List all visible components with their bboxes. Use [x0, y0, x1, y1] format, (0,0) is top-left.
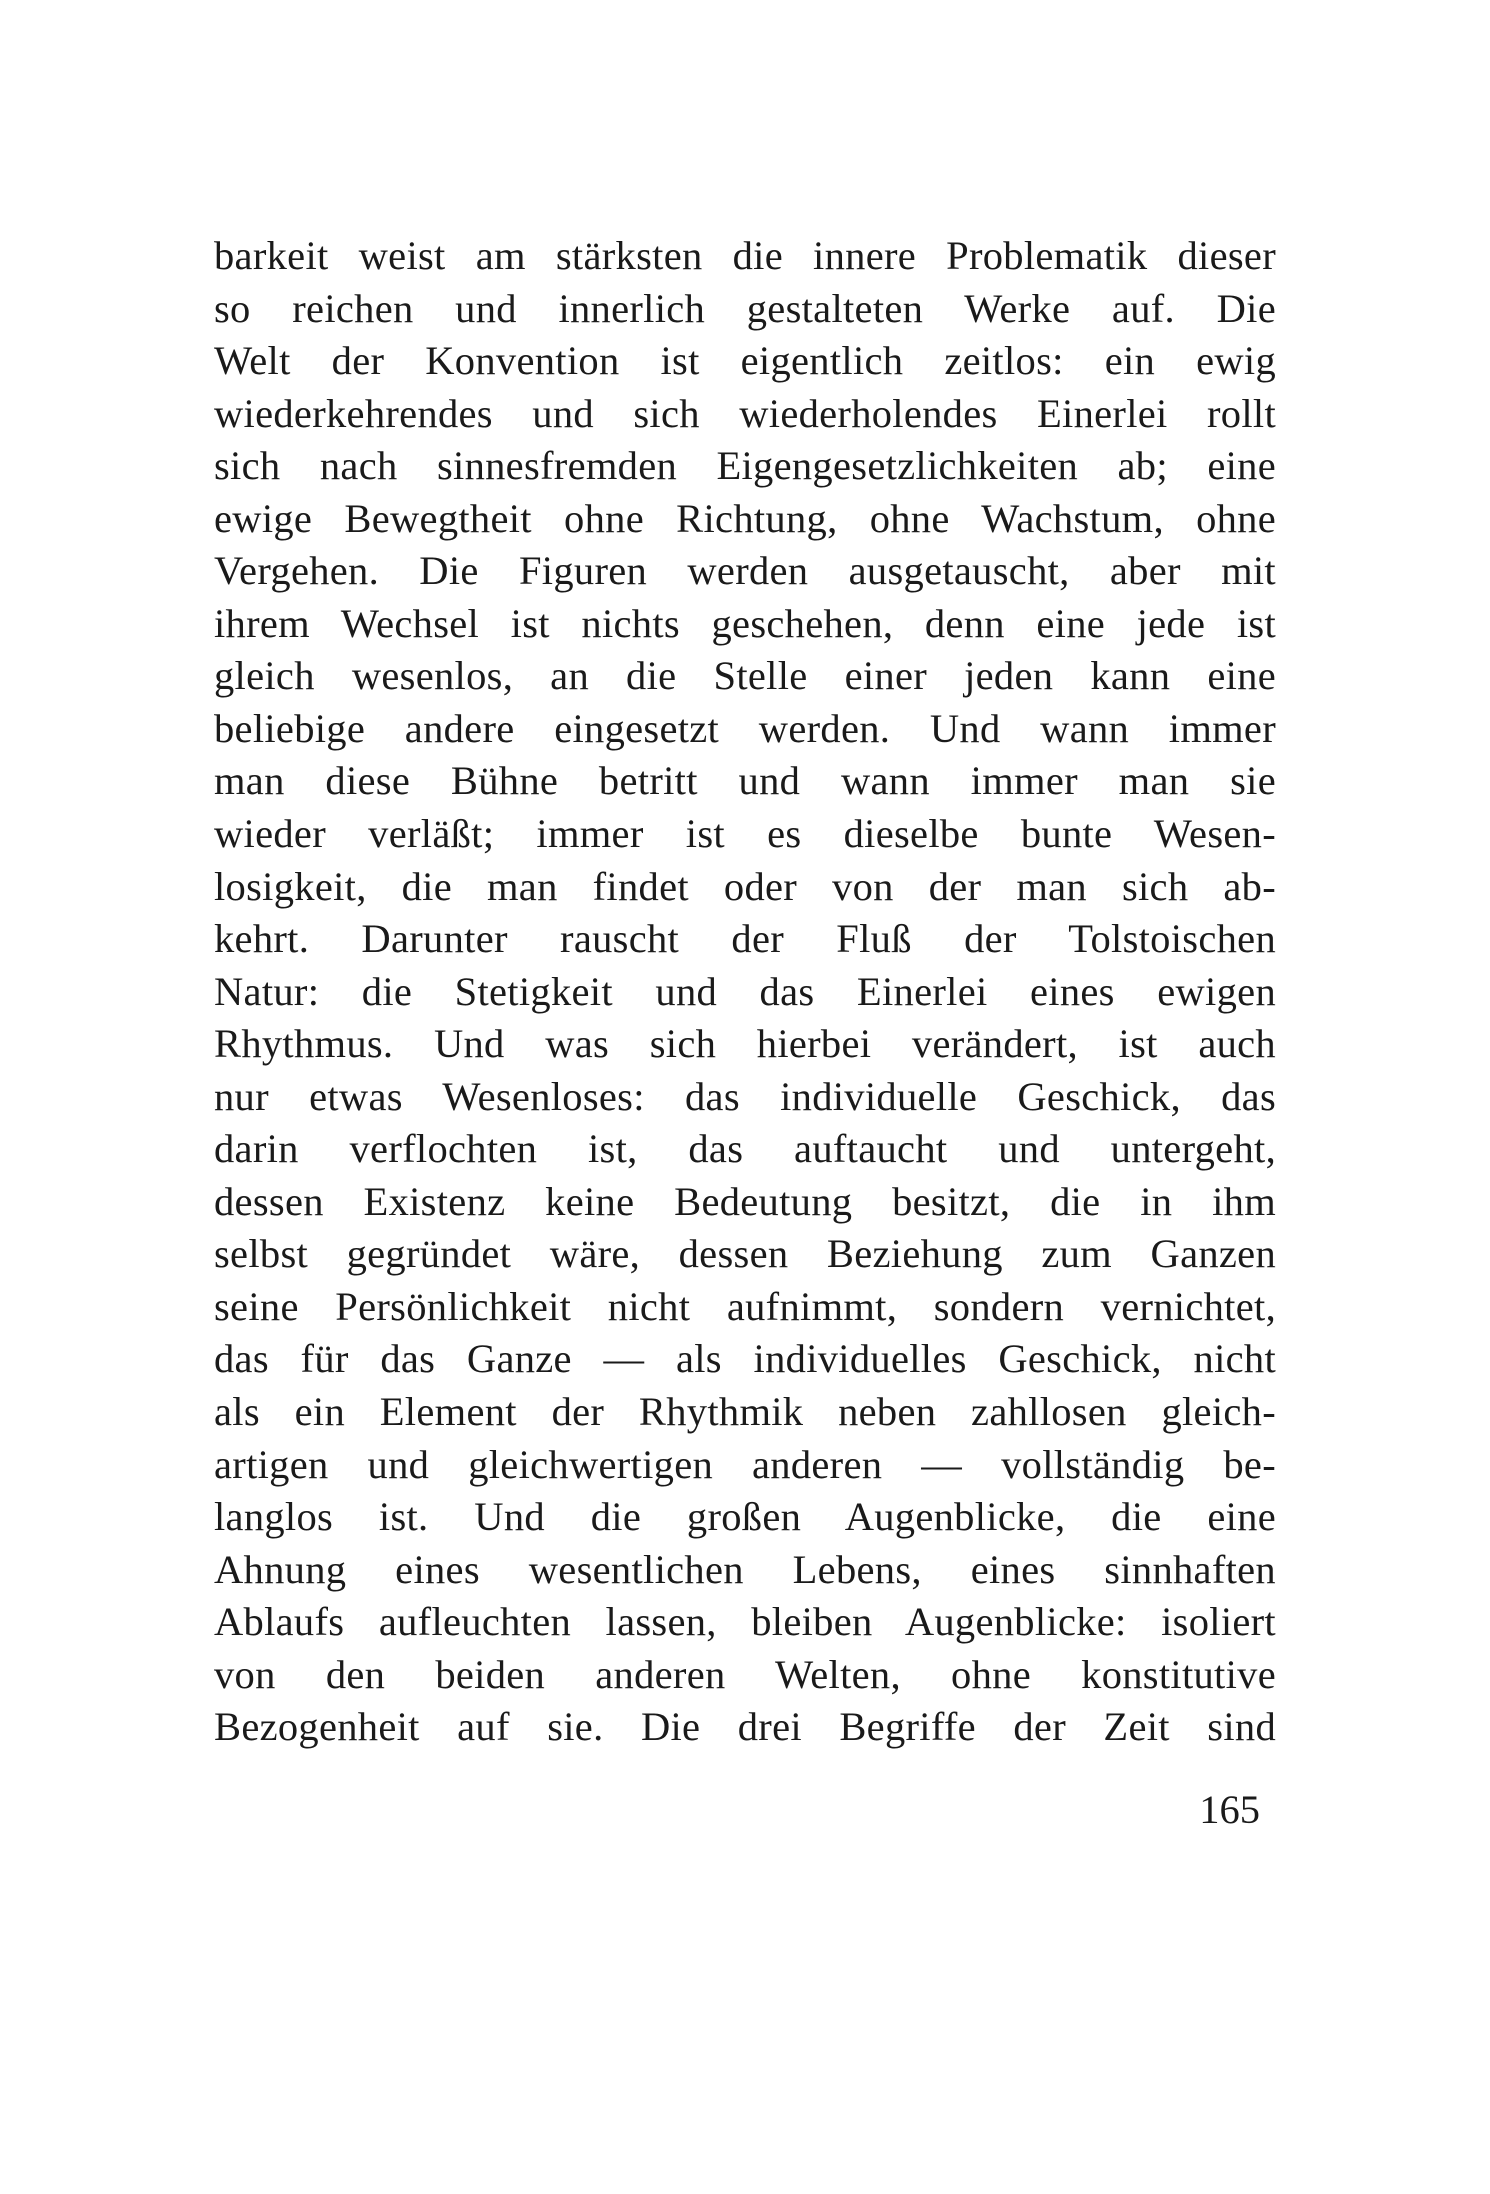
text-line: Rhythmus. Und was sich hierbei verändert, ist auch [214, 1021, 1276, 1067]
text-line: losigkeit, die man findet oder von der man sich ab- [214, 863, 1276, 909]
text-line: wieder verläßt; immer ist es dieselbe bunte Wesen- [214, 811, 1276, 857]
text-line: so reichen und innerlich gestalteten Werke auf. Die [214, 285, 1276, 331]
text-line: Welt der Konvention ist eigentlich zeitlos: ein ewig [214, 338, 1276, 384]
text-line: seine Persönlichkeit nicht aufnimmt, sondern vernichtet, [214, 1283, 1276, 1329]
text-line: beliebige andere eingesetzt werden. Und wann immer [214, 705, 1276, 751]
text-line: kehrt. Darunter rauscht der Fluß der Tolstoischen [214, 916, 1276, 962]
text-line: sich nach sinnesfremden Eigengesetzlichkeiten ab; eine [214, 443, 1276, 489]
page-number: 165 [1199, 1787, 1260, 1832]
text-line: ihrem Wechsel ist nichts geschehen, denn eine jede ist [214, 600, 1276, 646]
text-line: gleich wesenlos, an die Stelle einer jeden kann eine [214, 653, 1276, 699]
text-line: darin verflochten ist, das auftaucht und untergeht, [214, 1126, 1276, 1172]
text-line: langlos ist. Und die großen Augenblicke, die eine [214, 1494, 1276, 1540]
text-line: Bezogenheit auf sie. Die drei Begriffe der Zeit sind [214, 1704, 1276, 1750]
text-line: wiederkehrendes und sich wiederholendes Einerlei rollt [214, 390, 1276, 436]
text-line: ewige Bewegtheit ohne Richtung, ohne Wachstum, ohne [214, 495, 1276, 541]
text-line: als ein Element der Rhythmik neben zahllosen gleich- [214, 1389, 1276, 1435]
text-line: artigen und gleichwertigen anderen — vollständig be- [214, 1441, 1276, 1487]
text-line: Vergehen. Die Figuren werden ausgetauscht, aber mit [214, 548, 1276, 594]
text-line: man diese Bühne betritt und wann immer man sie [214, 758, 1276, 804]
body-text [214, 230, 1276, 1754]
text-line: Natur: die Stetigkeit und das Einerlei eines ewigen [214, 968, 1276, 1014]
text-line: selbst gegründet wäre, dessen Beziehung zum Ganzen [214, 1231, 1276, 1277]
text-line: das für das Ganze — als individuelles Geschick, nicht [214, 1336, 1276, 1382]
text-line: nur etwas Wesenloses: das individuelle Geschick, das [214, 1073, 1276, 1119]
text-line: von den beiden anderen Welten, ohne konstitutive [214, 1651, 1276, 1697]
text-line: barkeit weist am stärksten die innere Problematik dieser [214, 233, 1276, 278]
text-line: Ahnung eines wesentlichen Lebens, eines sinnhaften [214, 1546, 1276, 1592]
text-line: dessen Existenz keine Bedeutung besitzt, die in ihm [214, 1178, 1276, 1224]
text-line: Ablaufs aufleuchten lassen, bleiben Augenblicke: isoliert [214, 1599, 1276, 1645]
